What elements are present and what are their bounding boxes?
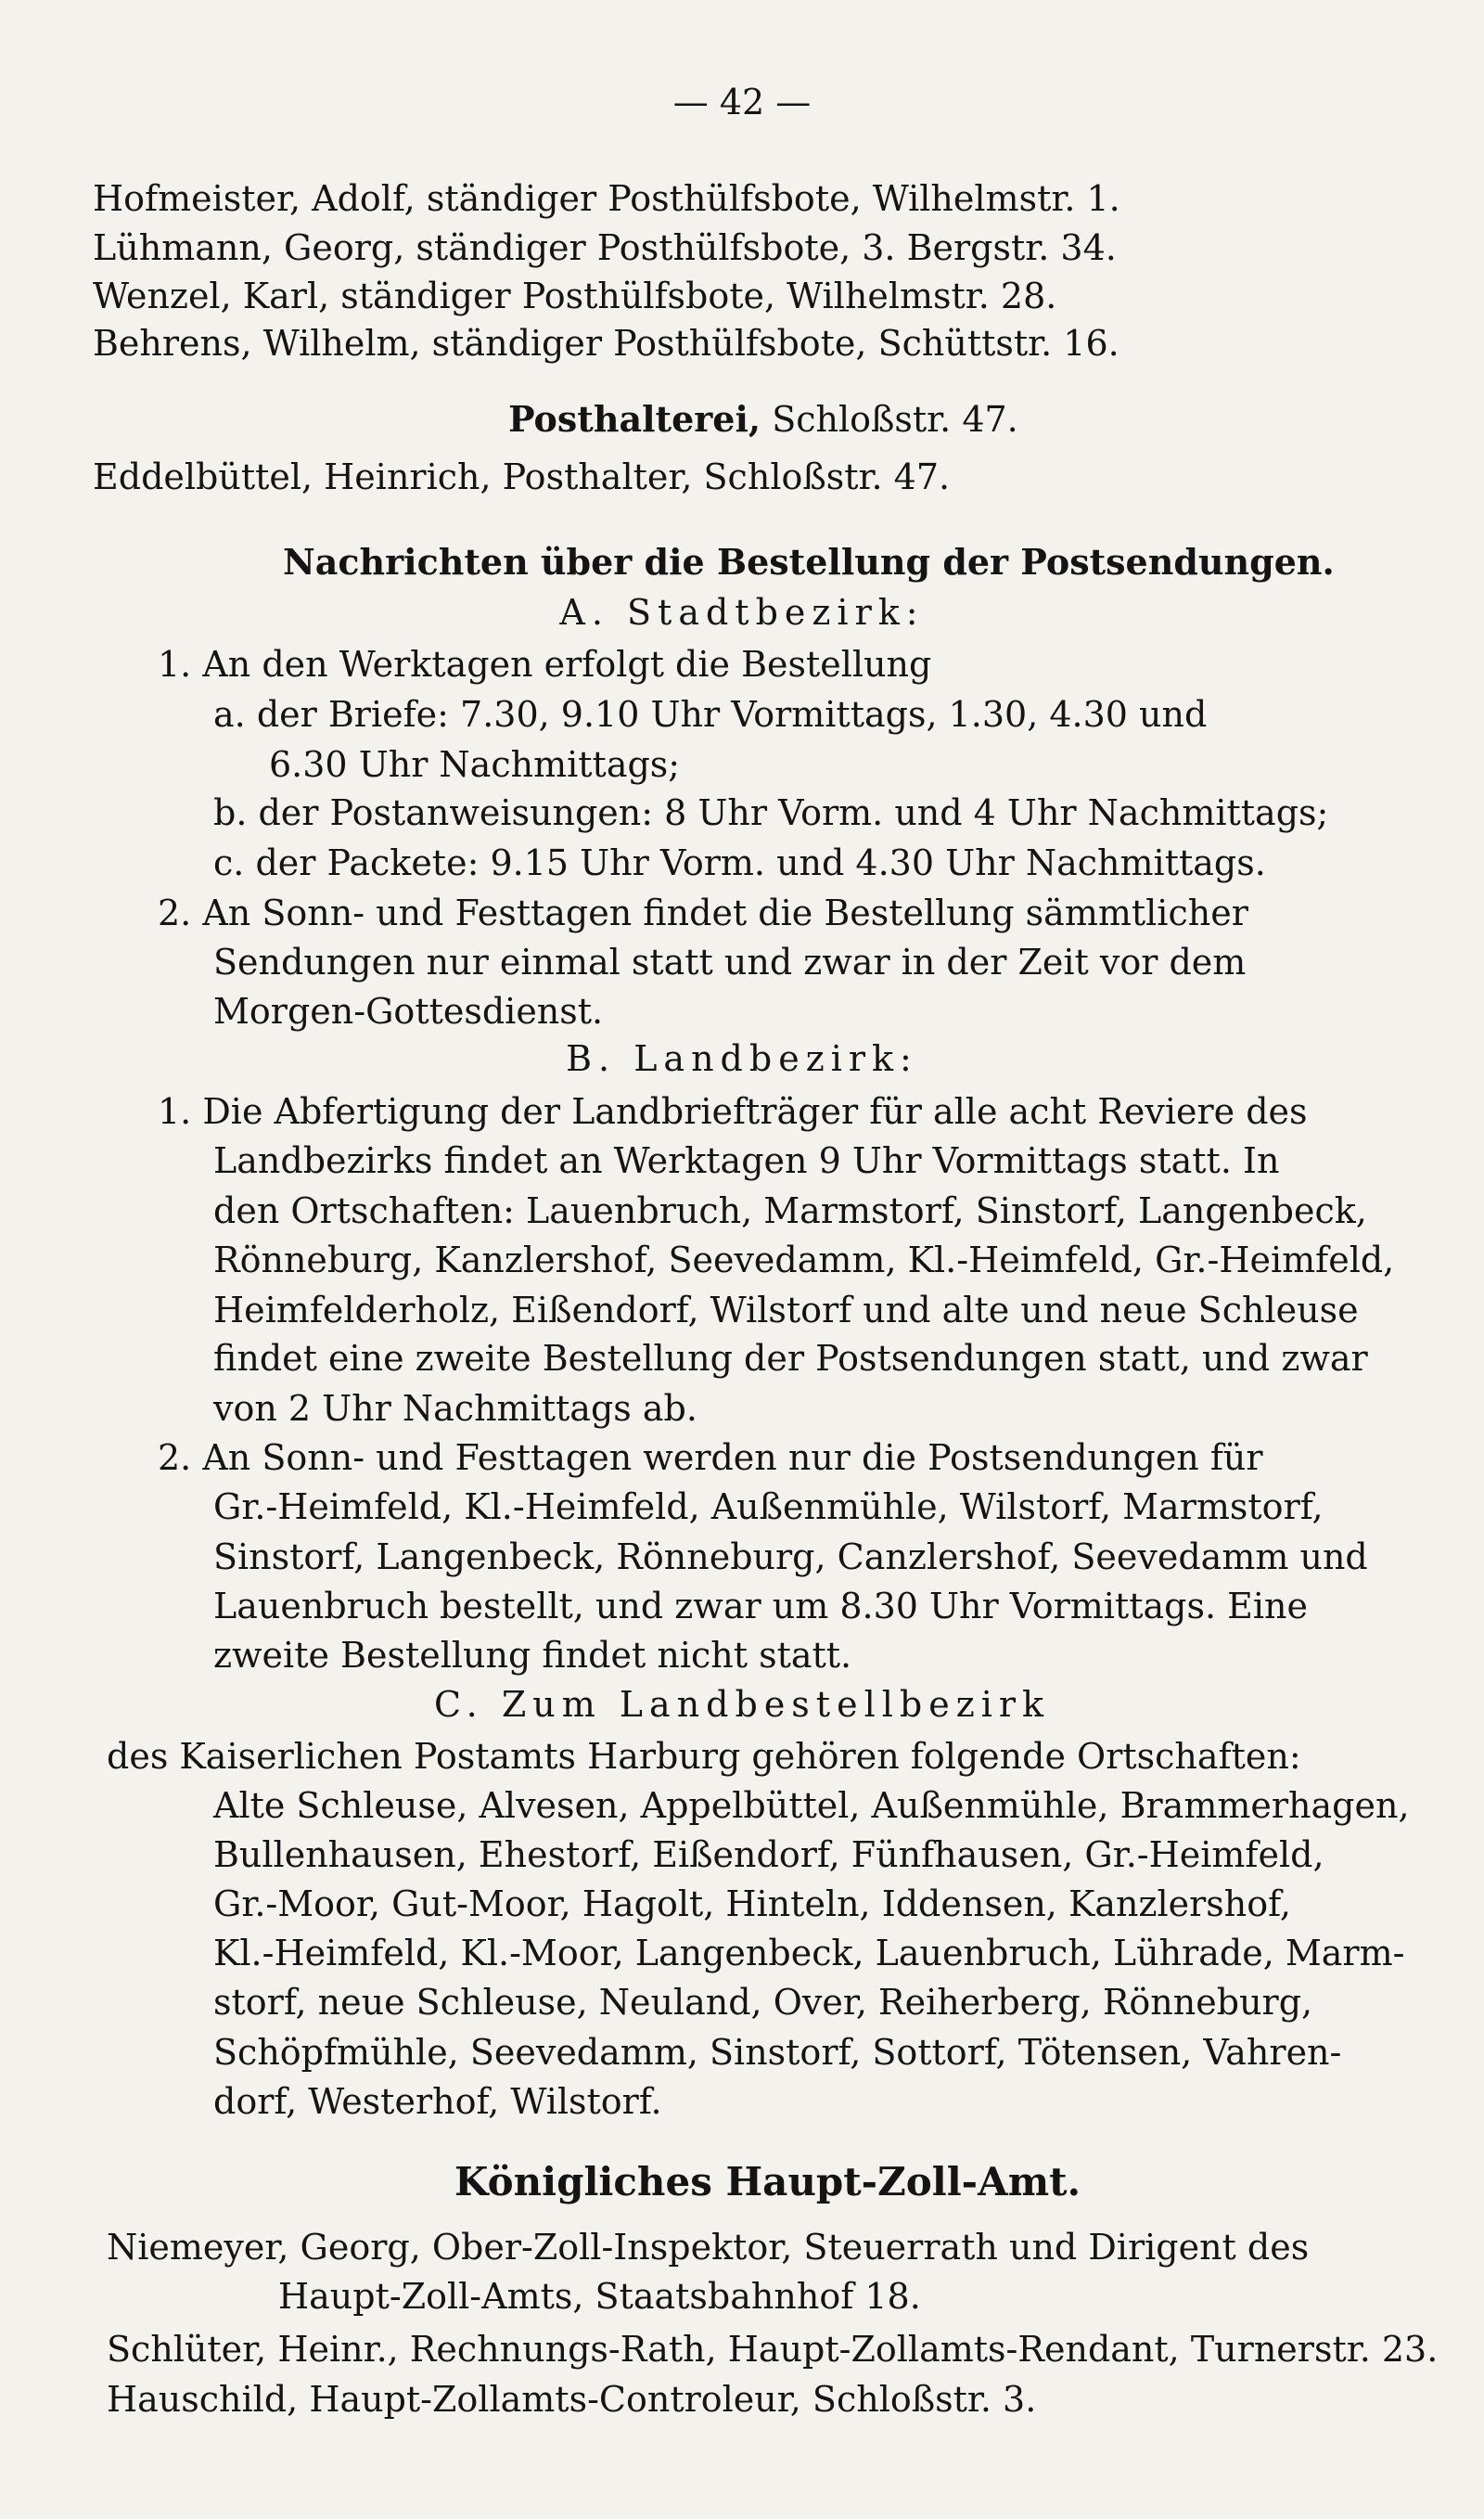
customs-line: Hauschild, Haupt-Zollamts-Controleur, Schloßstr. 3. — [107, 2379, 1037, 2420]
section-c-line: dorf, Westerhof, Wilstorf. — [213, 2081, 662, 2122]
post-helper-entry: Lühmann, Georg, ständiger Posthülfsbote, 3. Bergstr. 34. — [93, 227, 1117, 268]
customs-line: Haupt-Zoll-Amts, Staatsbahnhof 18. — [278, 2276, 921, 2317]
posthalterei-heading-bold: Posthalterei, — [508, 398, 761, 440]
section-a-line: Sendungen nur einmal statt und zwar in der Zeit vor dem — [213, 942, 1247, 983]
post-helper-entry: Behrens, Wilhelm, ständiger Posthülfsbote, Schüttstr. 16. — [93, 323, 1119, 364]
section-b-line: 1. Die Abfertigung der Landbriefträger für alle acht Reviere des — [158, 1091, 1308, 1132]
section-c-line: Kl.-Heimfeld, Kl.-Moor, Langenbeck, Lauenbruch, Lührade, Marm- — [213, 1933, 1405, 1973]
section-b-title: B. Landbezirk: — [566, 1038, 918, 1079]
section-c-line: Bullenhausen, Ehestorf, Eißendorf, Fünfhausen, Gr.-Heimfeld, — [213, 1834, 1324, 1875]
section-a-line: a. der Briefe: 7.30, 9.10 Uhr Vormittags, 1.30, 4.30 und — [213, 694, 1208, 735]
section-c-line: Schöpfmühle, Seevedamm, Sinstorf, Sottorf, Tötensen, Vahren- — [213, 2032, 1342, 2073]
posthalterei-heading — [508, 397, 1018, 442]
posthalterei-entry: Eddelbüttel, Heinrich, Posthalter, Schloßstr. 47. — [93, 456, 951, 497]
section-c-line: storf, neue Schleuse, Neuland, Over, Reiherberg, Rönneburg, — [213, 1982, 1313, 2023]
section-c-line: des Kaiserlichen Postamts Harburg gehören folgende Ortschaften: — [107, 1736, 1301, 1777]
section-a-line: Morgen-Gottesdienst. — [213, 991, 604, 1032]
section-b-line: Sinstorf, Langenbeck, Rönneburg, Canzlershof, Seevedamm und — [213, 1536, 1368, 1577]
section-b-line: den Ortschaften: Lauenbruch, Marmstorf, Sinstorf, Langenbeck, — [213, 1190, 1367, 1231]
section-b-line: Lauenbruch bestellt, und zwar um 8.30 Uhr Vormittags. Eine — [213, 1586, 1308, 1626]
section-b-line: 2. An Sonn- und Festtagen werden nur die Postsendungen für — [158, 1437, 1263, 1478]
section-a-line: c. der Packete: 9.15 Uhr Vorm. und 4.30 Uhr Nachmittags. — [213, 842, 1266, 883]
post-helper-entry: Hofmeister, Adolf, ständiger Posthülfsbote, Wilhelmstr. 1. — [93, 178, 1120, 219]
posthalterei-heading-rest: Schloßstr. 47. — [761, 399, 1018, 440]
section-a-line: 6.30 Uhr Nachmittags; — [269, 744, 681, 785]
section-c-line: Alte Schleuse, Alvesen, Appelbüttel, Außenmühle, Brammerhagen, — [213, 1785, 1410, 1826]
page-number: — 42 — — [672, 82, 812, 122]
customs-line: Niemeyer, Georg, Ober-Zoll-Inspektor, Steuerrath und Dirigent des — [107, 2227, 1310, 2268]
section-c-title: C. Zum Landbestellbezirk — [433, 1684, 1051, 1725]
section-a-line: 2. An Sonn- und Festtagen findet die Bestellung sämmtlicher — [158, 893, 1248, 933]
section-b-line: Landbezirks findet an Werktagen 9 Uhr Vormittags statt. In — [213, 1140, 1280, 1181]
section-a-line: b. der Postanweisungen: 8 Uhr Vorm. und 4 Uhr Nachmittags; — [213, 792, 1329, 833]
section-b-line: Gr.-Heimfeld, Kl.-Heimfeld, Außenmühle, Wilstorf, Marmstorf, — [213, 1486, 1324, 1527]
section-a-title: A. Stadtbezirk: — [559, 592, 925, 633]
section-b-line: findet eine zweite Bestellung der Postsendungen statt, und zwar — [213, 1338, 1368, 1379]
section-b-line: von 2 Uhr Nachmittags ab. — [213, 1388, 697, 1429]
section-a-line: 1. An den Werktagen erfolgt die Bestellung — [158, 644, 932, 685]
section-c-line: Gr.-Moor, Gut-Moor, Hagolt, Hinteln, Iddensen, Kanzlershof, — [213, 1883, 1291, 1924]
customs-line: Schlüter, Heinr., Rechnungs-Rath, Haupt-Zollamts-Rendant, Turnerstr. 23. — [107, 2329, 1439, 2370]
delivery-heading: Nachrichten über die Bestellung der Postsendungen. — [283, 541, 1335, 583]
post-helper-entry: Wenzel, Karl, ständiger Posthülfsbote, Wilhelmstr. 28. — [93, 276, 1057, 316]
section-b-line: Heimfelderholz, Eißendorf, Wilstorf und alte und neue Schleuse — [213, 1290, 1359, 1330]
section-b-line: zweite Bestellung findet nicht statt. — [213, 1635, 852, 1676]
section-b-line: Rönneburg, Kanzlershof, Seevedamm, Kl.-Heimfeld, Gr.-Heimfeld, — [213, 1240, 1395, 1280]
customs-heading: Königliches Haupt-Zoll-Amt. — [454, 2159, 1081, 2204]
